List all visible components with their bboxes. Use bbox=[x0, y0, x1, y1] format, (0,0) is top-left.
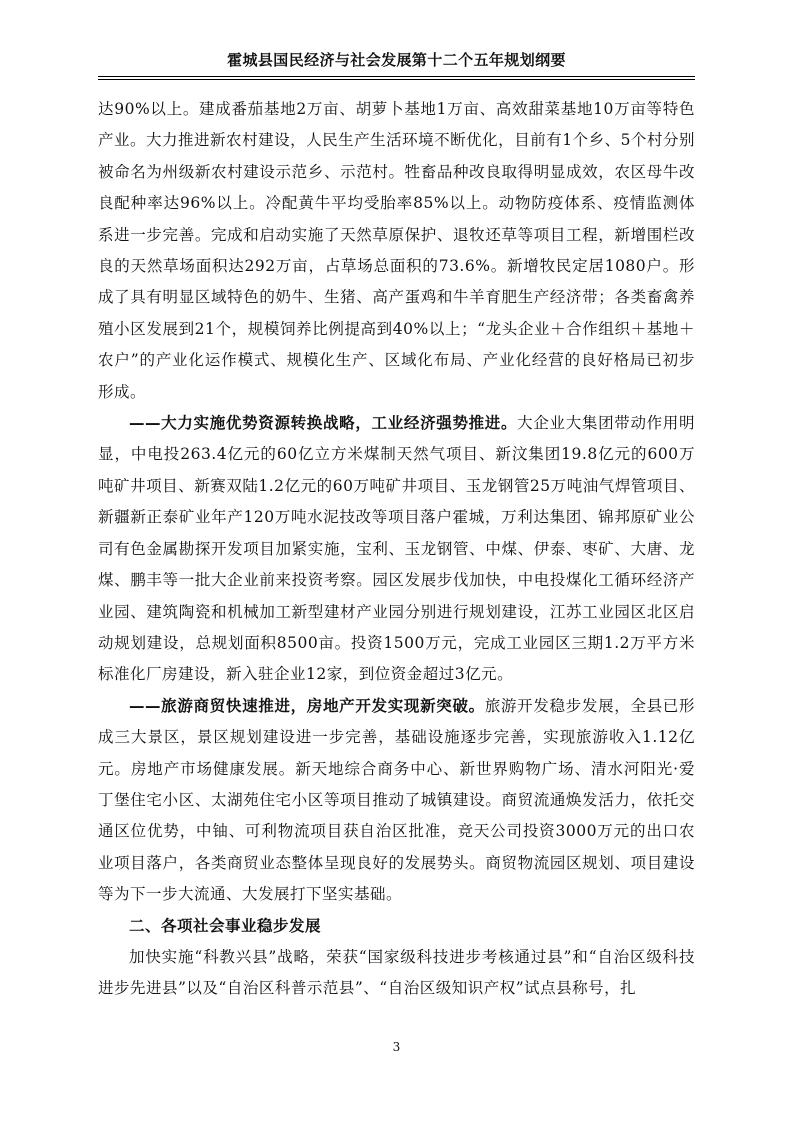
paragraph-industry-text: 大企业大集团带动作用明显，中电投263.4亿元的60亿立方米煤制天然气项目、新汶集团19.8亿元的600万吨矿井项目、新赛双陆1.2亿元的60万吨矿井项目、玉龙钢管25万吨油气焊管项目、新疆新正泰矿业年产120万吨水泥技改等项目落户霍城，万利达集团、锦邦原矿业公司有色金属勘探开发项目加紧实施，宝利、玉龙钢管、中煤、伊泰、枣矿、大唐、龙煤、鹏丰等一批大企业前来投资考察。园区发展步伐加快，中电投煤化工循环经济产业园、建筑陶瓷和机械加工新型建材产业园分别进行规划建设，江苏工业园区北区启动规划建设，总规划面积8500亩。投资1500万元，完成工业园区三期1.2万平方米标准化厂房建设，新入驻企业12家，到位资金超过3亿元。 bbox=[98, 414, 695, 684]
paragraph-tourism-text: 旅游开发稳步发展，全县已形成三大景区，景区规划建设进一步完善，基础设施逐步完善，实现旅游收入1.12亿元。房地产市场健康发展。新天地综合商务中心、新世界购物广场、清水河阳光·爱丁堡住宅小区、太湖苑住宅小区等项目推动了城镇建设。商贸流通焕发活力，依托交通区位优势，中铀、可利物流项目获自治区批准，竞天公司投资3000万元的出口农业项目落户，各类商贸业态整体呈现良好的发展势头。商贸物流园区规划、项目建设等为下一步大流通、大发展打下坚实基础。 bbox=[98, 696, 695, 904]
section-heading: 二、各项社会事业稳步发展 bbox=[129, 916, 322, 935]
paragraph-industry bbox=[98, 408, 695, 691]
paragraph-tourism-heading: ——旅游商贸快速推进，房地产开发实现新突破。 bbox=[129, 696, 485, 715]
page-number: 3 bbox=[392, 1040, 401, 1054]
paragraph-science: 加快实施“科教兴县”战略，荣获“国家级科技进步考核通过县”和“自治区级科技进步先进县”以及“自治区科普示范县”、“自治区级知识产权”试点县称号，扎 bbox=[98, 947, 695, 998]
paragraph-industry-heading: ——大力实施优势资源转换战略，工业经济强势推进。 bbox=[129, 414, 518, 433]
paragraph-agriculture: 达90%以上。建成番茄基地2万亩、胡萝卜基地1万亩、高效甜菜基地10万亩等特色产业。大力推进新农村建设，人民生产生活环境不断优化，目前有1个乡、5个村分别被命名为州级新农村建设示范乡、示范村。牲畜品种改良取得明显成效，农区母牛改良配种率达96%以上。冷配黄牛平均受胎率85%以上。动物防疫体系、疫情监测体系进一步完善。完成和启动实施了天然草原保护、退牧还草等项目工程，新增围栏改良的天然草场面积达292万亩，占草场总面积的73.6%。新增牧民定居1080户。形成了具有明显区域特色的奶牛、生猪、高产蛋鸡和牛羊育肥生产经济带；各类畜禽养殖小区发展到21个，规模饲养比例提高到40%以上；“龙头企业＋合作组织＋基地＋农户”的产业化运作模式、规模化生产、区域化布局、产业化经营的良好格局已初步形成。 bbox=[98, 100, 695, 401]
header-rule-bottom bbox=[98, 79, 695, 80]
header-rule-top bbox=[98, 76, 695, 77]
document-body bbox=[98, 94, 695, 1005]
paragraph-tourism bbox=[98, 691, 695, 911]
running-header: 霍城县国民经济与社会发展第十二个五年规划纲要 bbox=[227, 51, 566, 69]
